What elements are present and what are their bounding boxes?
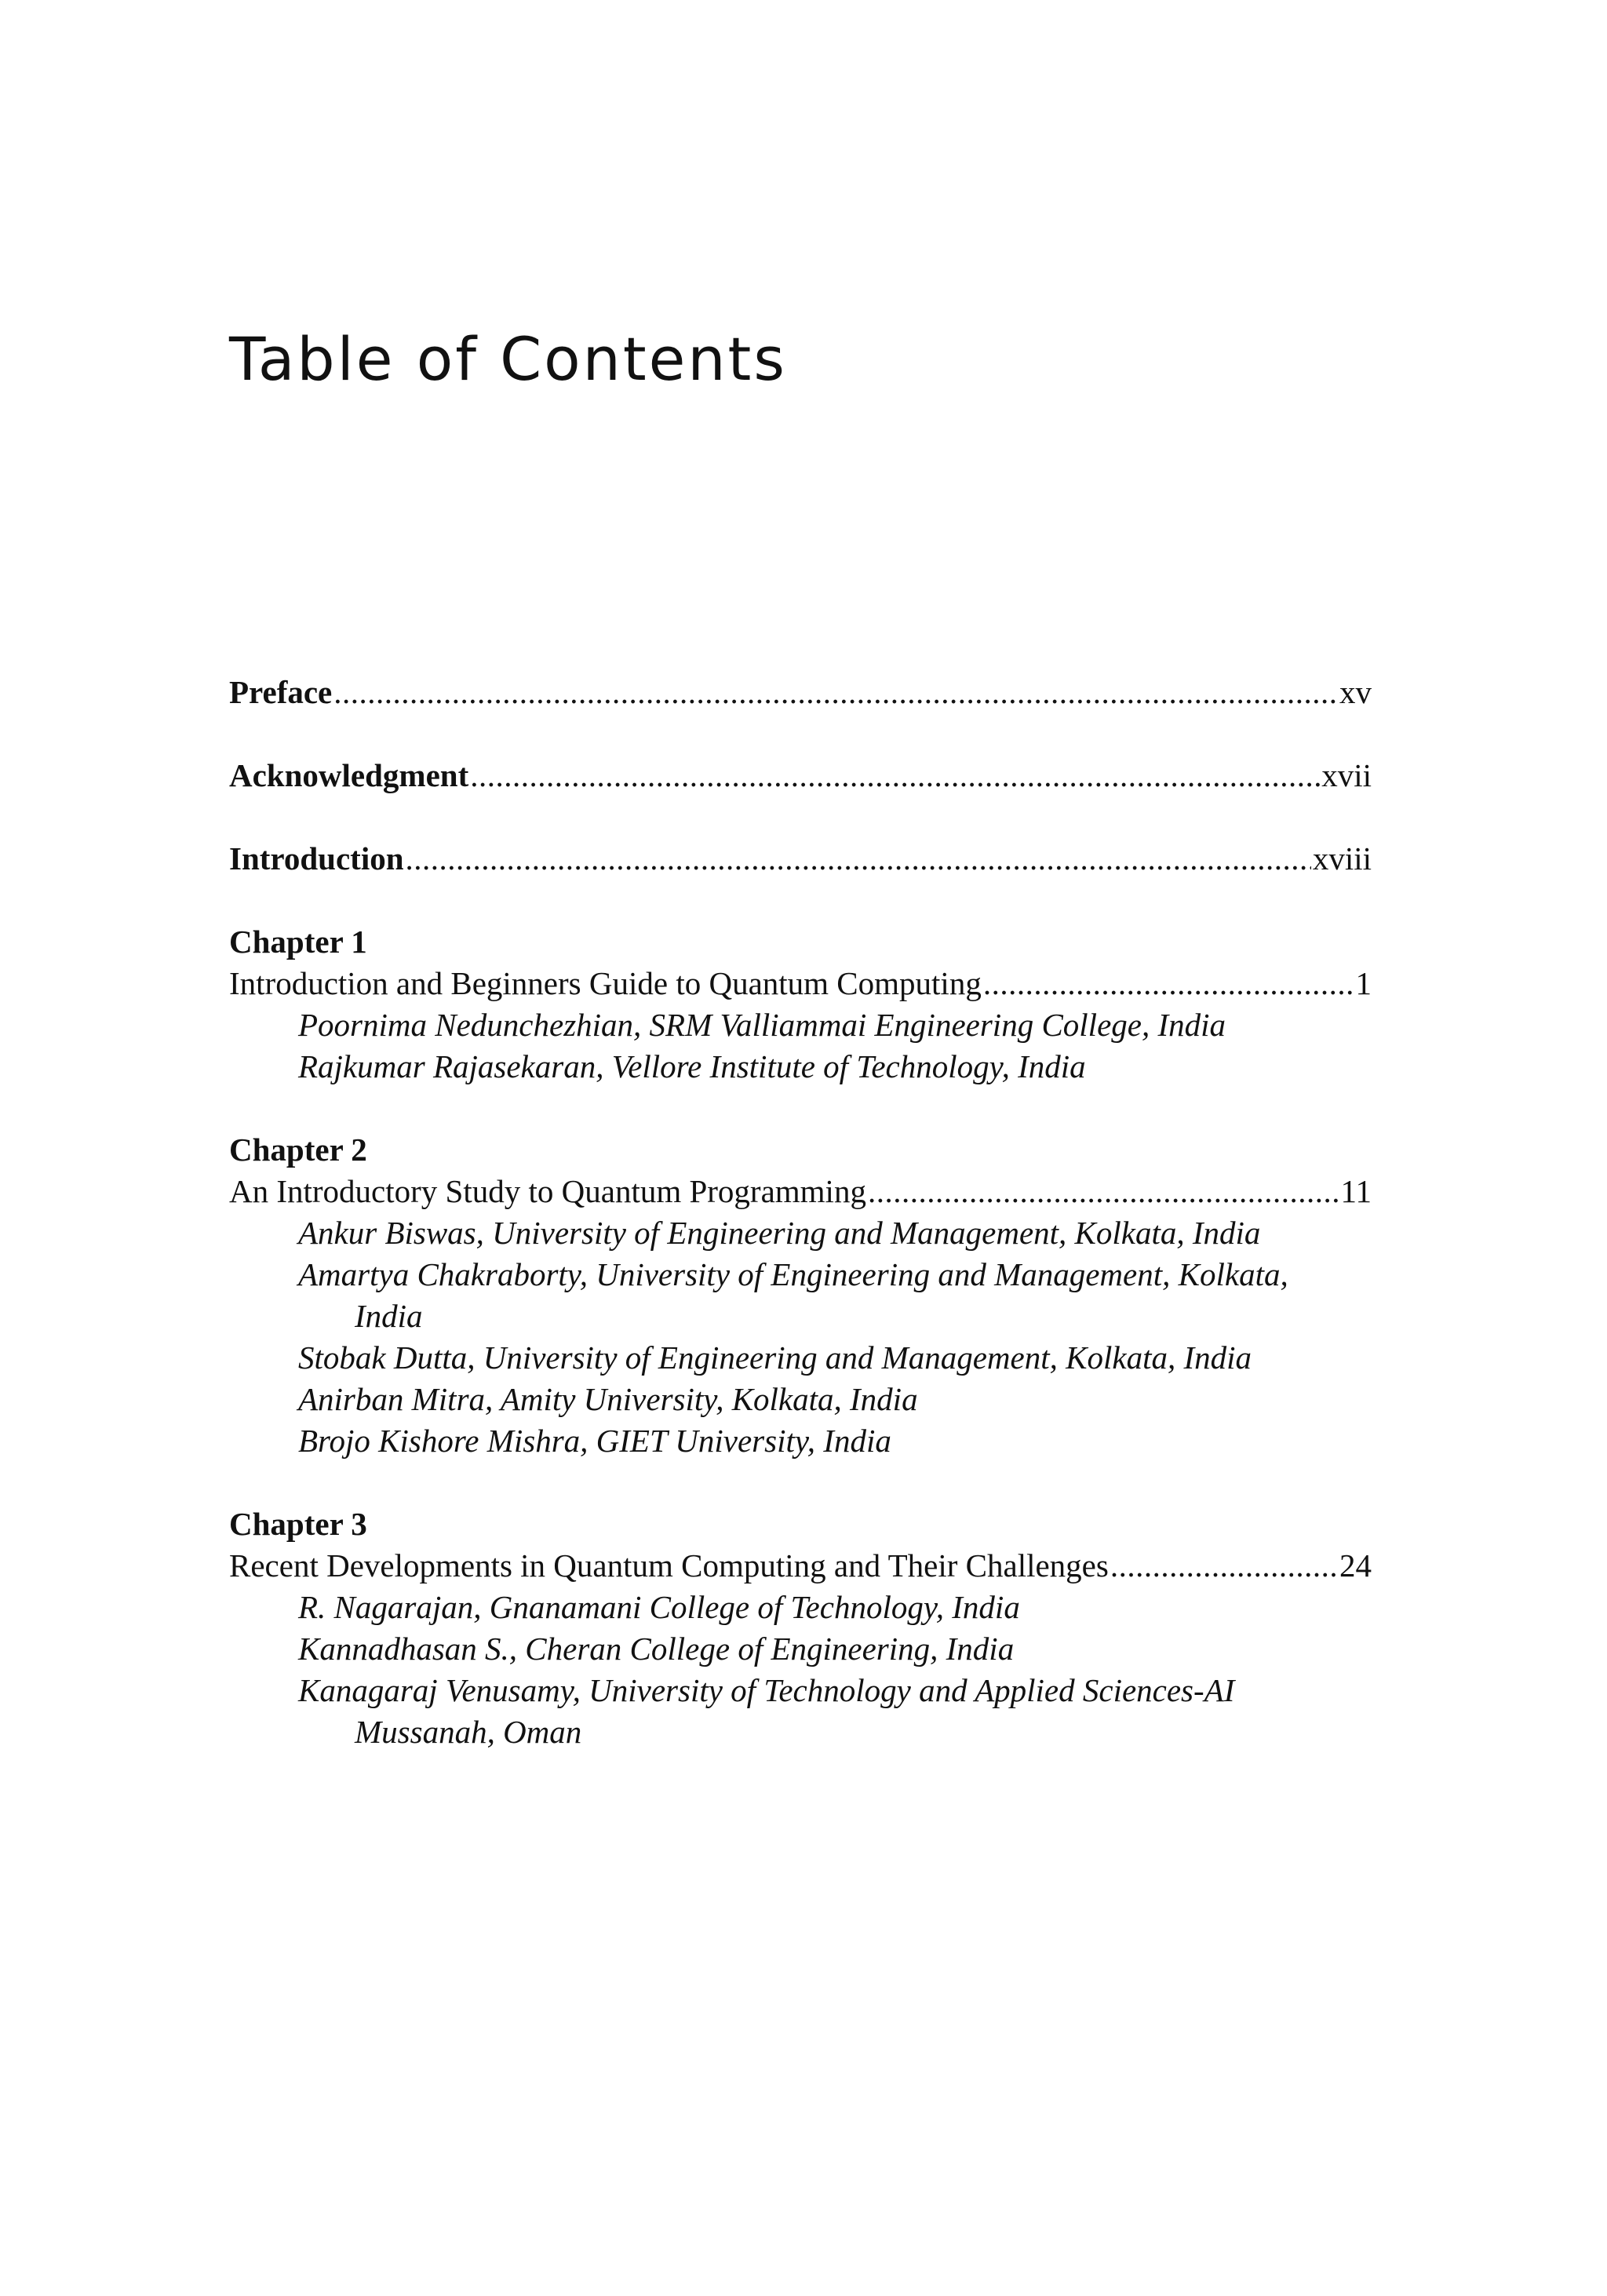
author-line: Stobak Dutta, University of Engineering and Management, Kolkata, India bbox=[298, 1339, 1252, 1376]
page-title: Table of Contents bbox=[229, 324, 787, 394]
dot-leader bbox=[470, 755, 1320, 796]
toc-entry-page: xviii bbox=[1312, 840, 1372, 876]
chapter-2-section bbox=[229, 1129, 1372, 1462]
chapter-3-section bbox=[229, 1503, 1372, 1753]
toc-entry-page: xv bbox=[1339, 674, 1372, 710]
dot-leader bbox=[1110, 1545, 1338, 1587]
chapter-page: 11 bbox=[1340, 1173, 1372, 1209]
dot-leader bbox=[868, 1171, 1339, 1212]
author-line: R. Nagarajan, Gnanamani College of Technology, India bbox=[298, 1589, 1020, 1625]
chapter-1-section bbox=[229, 921, 1372, 1088]
dot-leader bbox=[983, 963, 1354, 1004]
author-line: Kanagaraj Venusamy, University of Technology and Applied Sciences-AI Mussanah, Oman bbox=[298, 1672, 1235, 1750]
chapter-page: 24 bbox=[1339, 1547, 1372, 1584]
author-line: Brojo Kishore Mishra, GIET University, India bbox=[298, 1423, 891, 1459]
author-line: Rajkumar Rajasekaran, Vellore Institute of Technology, India bbox=[298, 1048, 1086, 1084]
chapter-3-title-entry[interactable] bbox=[229, 1545, 1372, 1587]
toc-entry-preface[interactable] bbox=[229, 672, 1372, 713]
author-line: Poornima Nedunchezhian, SRM Valliammai Engineering College, India bbox=[298, 1007, 1226, 1043]
chapter-label: Chapter 2 bbox=[229, 1132, 367, 1168]
toc-entry-label: Introduction bbox=[229, 840, 404, 876]
toc-entry-acknowledgment[interactable] bbox=[229, 755, 1372, 796]
chapter-page: 1 bbox=[1355, 965, 1372, 1001]
chapter-1-title-entry[interactable] bbox=[229, 963, 1372, 1004]
chapter-title: Introduction and Beginners Guide to Quantum Computing bbox=[229, 965, 982, 1001]
toc-entry-label: Acknowledgment bbox=[229, 757, 469, 793]
toc-entry-page: xvii bbox=[1321, 757, 1372, 793]
chapter-title: An Introductory Study to Quantum Programming bbox=[229, 1173, 866, 1209]
toc-entry-label: Preface bbox=[229, 674, 333, 710]
dot-leader bbox=[333, 672, 1338, 713]
chapter-2-title-entry[interactable] bbox=[229, 1171, 1372, 1212]
author-line: Amartya Chakraborty, University of Engineering and Management, Kolkata, India bbox=[298, 1256, 1288, 1334]
author-line: Kannadhasan S., Cheran College of Engineering, India bbox=[298, 1631, 1015, 1667]
chapter-title: Recent Developments in Quantum Computing and Their Challenges bbox=[229, 1547, 1109, 1584]
table-of-contents bbox=[229, 672, 1372, 1795]
author-line: Ankur Biswas, University of Engineering and Management, Kolkata, India bbox=[298, 1215, 1261, 1251]
dot-leader bbox=[406, 838, 1311, 880]
toc-entry-introduction[interactable] bbox=[229, 838, 1372, 880]
chapter-label: Chapter 3 bbox=[229, 1506, 367, 1542]
author-line: Anirban Mitra, Amity University, Kolkata, India bbox=[298, 1381, 918, 1417]
chapter-label: Chapter 1 bbox=[229, 924, 367, 960]
